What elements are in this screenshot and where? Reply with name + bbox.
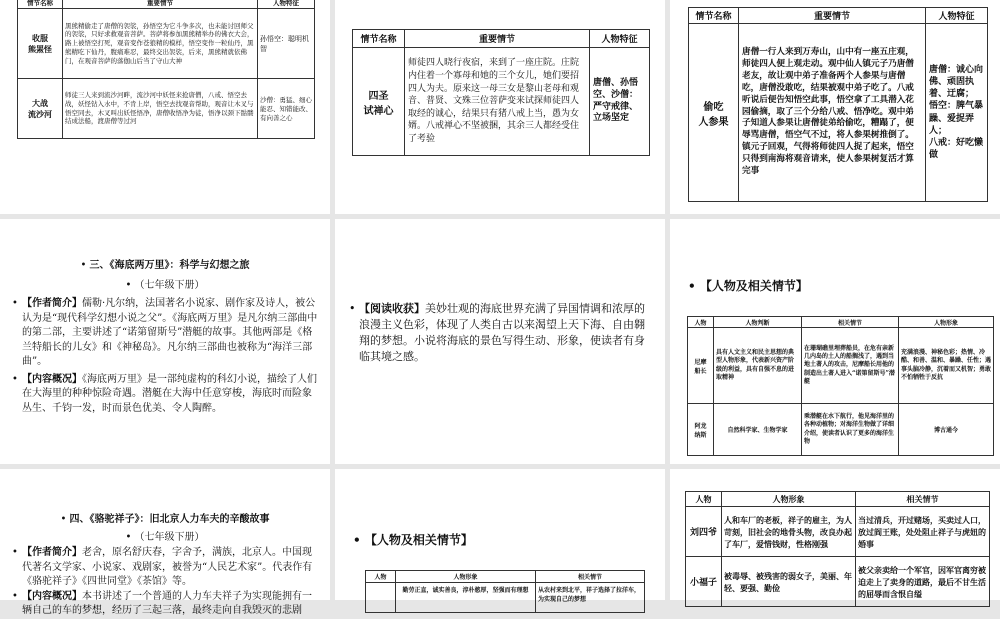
table-row — [686, 557, 990, 607]
related-plot: 乘潜艇在水下航行，他见海洋里的各种动植物；对海洋生物做了详细介绍，使读者认识了更多的海洋生物 — [802, 404, 899, 456]
table-header: 人物 — [686, 492, 722, 507]
table-header: 重要情节 — [63, 0, 258, 9]
related-plot: 在珊瑚礁里埋葬船员，在危有亲新几内岛的土人的船搁浅了，遇到当地土著人的攻击，尼摩船长用他的制造出土著人进入“诺第留斯号”潜艇 — [802, 328, 899, 404]
table-header: 情节名称 — [353, 30, 405, 48]
plot-table — [688, 7, 988, 202]
table-row — [366, 583, 645, 613]
table-header: 人物 — [366, 571, 396, 583]
related-plot: 当过清兵，开过赌场，买卖过人口，放过阎王账，处处阻止祥子与虎妞的婚事 — [856, 507, 990, 557]
character-name: 刘四爷 — [686, 507, 722, 557]
table-row — [689, 24, 988, 202]
bullet-icon: • — [688, 279, 700, 293]
character-image: 勤劳正直，诚实善良，淳朴憨厚，坚强而有理想 — [396, 583, 536, 613]
slide-twenty-thousand-leagues-intro[interactable] — [0, 219, 330, 464]
slide-camel-xiangzi-characters-2[interactable] — [670, 469, 1000, 600]
character-image: 博古通今 — [899, 404, 994, 456]
related-plot: 被父亲卖给一个军官，因军官离穷被迫走上了卖身的道路，最后不甘生活的屈辱而含恨自缢 — [856, 557, 990, 607]
table-header: 相关情节 — [536, 571, 645, 583]
slide-camel-xiangzi-characters[interactable] — [335, 469, 665, 603]
character-trait: 孙悟空：聪明机智 — [258, 9, 315, 79]
bullet-icon: • — [60, 514, 70, 525]
table-header: 人物形象 — [722, 492, 856, 507]
section-title: 四、《骆驼祥子》：旧北京人力车夫的辛酸故事 — [69, 514, 270, 525]
section-title: 【人物及相关情节】 — [699, 279, 808, 293]
content-summary: • 【内容概况】本书讲述了一个普通的人力车夫祥子为实现能拥有一辆自己的车的梦想，经历了三起三落，最终走向自我毁灭的悲剧 — [12, 590, 318, 619]
table-header: 相关情节 — [802, 317, 899, 328]
table-header: 人物 — [688, 317, 714, 328]
table-row — [353, 48, 650, 156]
table-header: 人物形象 — [396, 571, 536, 583]
grade-label: （七年级下册） — [134, 532, 205, 543]
table-row — [686, 507, 990, 557]
content-summary: • 【内容概况】《海底两万里》是一部纯虚构的科幻小说，描绘了人们在大海里的种种惊险奇遇。潜艇在大海中任意穿梭，海底时而险象丛生、千钧一发，时而景色优美、令人陶醉。 — [12, 373, 318, 417]
slide-journey-west-3[interactable] — [670, 0, 1000, 214]
plot-detail: 唐僧一行人来到万寿山，山中有一座五庄观，师徒四人便上观走动。观中仙人镇元子乃唐僧老友，故让观中弟子准备两个人参果与唐僧吃，唐僧没敢吃，结果被观中弟子吃了。八戒听说后便告知悟空此事，悟空拿了工具潜入花园偷摘，取了三个分给八戒、悟净吃。观中弟子知道人参果让唐僧徒弟给偷吃，糟蹋了，便辱骂唐僧，悟空气不过，将人参果树推倒了。镇元子回观，气得将师徒四人捉了起来，悟空只得到南海将观音请来，使人参果树复活才算完事 — [739, 24, 926, 202]
section-title: 三、《海底两万里》：科学与幻想之旅 — [89, 260, 250, 271]
character-image: 被毒辱、被残害的弱女子，美丽、年轻、要强、勤俭 — [722, 557, 856, 607]
slide-twenty-thousand-leagues-characters[interactable] — [670, 219, 1000, 464]
character-judgement: 自然科学家、生物学家 — [714, 404, 802, 456]
table-header: 情节名称 — [18, 0, 63, 9]
bullet-icon: • — [125, 532, 135, 543]
character-image: 充满浪漫、神秘色彩；热情、冷酷、和善、温和、暴躁、任性；遇事头脑冷静，沉着而又机智；勇敢不怕牺牲于反抗 — [899, 328, 994, 404]
plot-name: 大战 流沙河 — [18, 79, 63, 139]
bullet-icon: • — [80, 260, 90, 271]
slide-camel-xiangzi-intro[interactable] — [0, 469, 330, 616]
table-header: 重要情节 — [739, 8, 926, 24]
author-intro: • 【作者简介】儒勒·凡尔纳，法国著名小说家、剧作家及诗人，被公认为是“现代科学幻想小说之父”。《海底两万里》是凡尔纳三部曲中的第二部，主要讲述了“诺第留斯号”潜艇的故事。其他两部是《格兰特船长的儿女》和《神秘岛》。凡尔纳三部曲也被称为“海洋三部曲”。 — [12, 297, 318, 370]
character-name: 尼摩 船长 — [688, 328, 714, 404]
character-trait: 唐僧：诚心向佛、顽固执着、迂腐； 悟空：脾气暴躁、爱捉弄人； 八戒：好吃懒做 — [926, 24, 988, 202]
plot-table — [17, 0, 315, 139]
table-row — [688, 328, 994, 404]
character-name: 小福子 — [686, 557, 722, 607]
table-row — [18, 79, 315, 139]
slide-twenty-thousand-leagues-gains[interactable] — [335, 219, 665, 464]
character-table — [685, 491, 990, 607]
plot-name: 偷吃 人参果 — [689, 24, 739, 202]
character-table — [687, 316, 994, 456]
character-trait: 唐僧、孙悟空、沙僧：严守戒律、立场坚定 — [590, 48, 650, 156]
table-header: 人物判断 — [714, 317, 802, 328]
table-row — [18, 9, 315, 79]
table-header: 情节名称 — [689, 8, 739, 24]
plot-detail: 黑熊精偷走了唐僧的袈裟，孙悟空为它斗争多次，也未能讨回师父的袈裟，只好求救观音菩萨。菩萨将参加黑熊精举办的佛衣大会，路上被悟空打死，观音变作苍狼精的模样，悟空变作一粒仙丹，黑熊精吃下仙丹，腹痛难忍，最终交出袈裟，后来，黑熊精就依佛门，在观音菩萨的落伽山后当了守山大神 — [63, 9, 258, 79]
related-plot: 从农村来到北平，祥子选择了拉洋车，为实现自己的梦想 — [536, 583, 645, 613]
table-row — [688, 404, 994, 456]
slide-journey-west-2[interactable] — [335, 0, 665, 214]
section-title: 【人物及相关情节】 — [364, 533, 473, 547]
grade-label: （七年级下册） — [134, 280, 205, 291]
character-trait: 沙僧：勇猛、细心能忍、知错能改、有向善之心 — [258, 79, 315, 139]
table-header: 人物特征 — [926, 8, 988, 24]
table-header: 相关情节 — [856, 492, 990, 507]
plot-name: 四圣 试禅心 — [353, 48, 405, 156]
table-header: 人物特征 — [258, 0, 315, 9]
character-judgement: 具有人文主义和民主思想的典型人物形象，代表新兴资产阶级的利益，具有自强不息的进取精神 — [714, 328, 802, 404]
slide-journey-west-1[interactable] — [0, 0, 330, 214]
plot-detail: 师徒三人来到流沙河畔，流沙河中妖怪来抢唐僧，八戒、悟空去战，妖怪钻入水中，不肯上岸，悟空去找观音帮助，观音让木叉与悟空同去，木叉叫出妖怪悟净，唐僧收悟净为徒，悟净以颈下骷髅结成法船，渡唐僧等过河 — [63, 79, 258, 139]
author-intro: • 【作者简介】老舍，原名舒庆春，字舍予，满族，北京人。中国现代著名文学家、小说家、戏剧家，被誉为“人民艺术家”。代表作有《骆驼祥子》《四世同堂》《茶馆》等。 — [12, 546, 318, 590]
character-name: 阿龙 纳斯 — [688, 404, 714, 456]
plot-table — [352, 29, 650, 156]
table-header: 人物形象 — [899, 317, 994, 328]
bullet-icon: • — [353, 533, 365, 547]
character-table — [365, 570, 645, 613]
plot-detail: 师徒四人晓行夜宿，来到了一座庄院。庄院内住着一个寡母和她的三个女儿，她们要招四人为夫。原来这一母三女是黎山老母和观音、普贤、文殊三位菩萨变来试探师徒四人取经的诚心，结果只有猪八戒上当，愚为女婿。八戒禅心不坚被捆，其余三人都经受住了考验 — [405, 48, 590, 156]
plot-name: 收服 熊罴怪 — [18, 9, 63, 79]
table-header: 人物特征 — [590, 30, 650, 48]
character-image: 人和车厂的老板，祥子的雇主，为人苛刻，旧社会的地骨头物，改良办起了车厂，爱惜钱财，性格刚强 — [722, 507, 856, 557]
bullet-icon: • — [125, 280, 135, 291]
table-header: 重要情节 — [405, 30, 590, 48]
reading-gains: • 【阅读收获】美妙壮观的海底世界充满了异国情调和浓厚的浪漫主义色彩，体现了人类自古以来渴望上天下海、自由翱翔的梦想。小说将海底的景色写得生动、形象，使读者有身临其境之感。 — [349, 301, 651, 365]
